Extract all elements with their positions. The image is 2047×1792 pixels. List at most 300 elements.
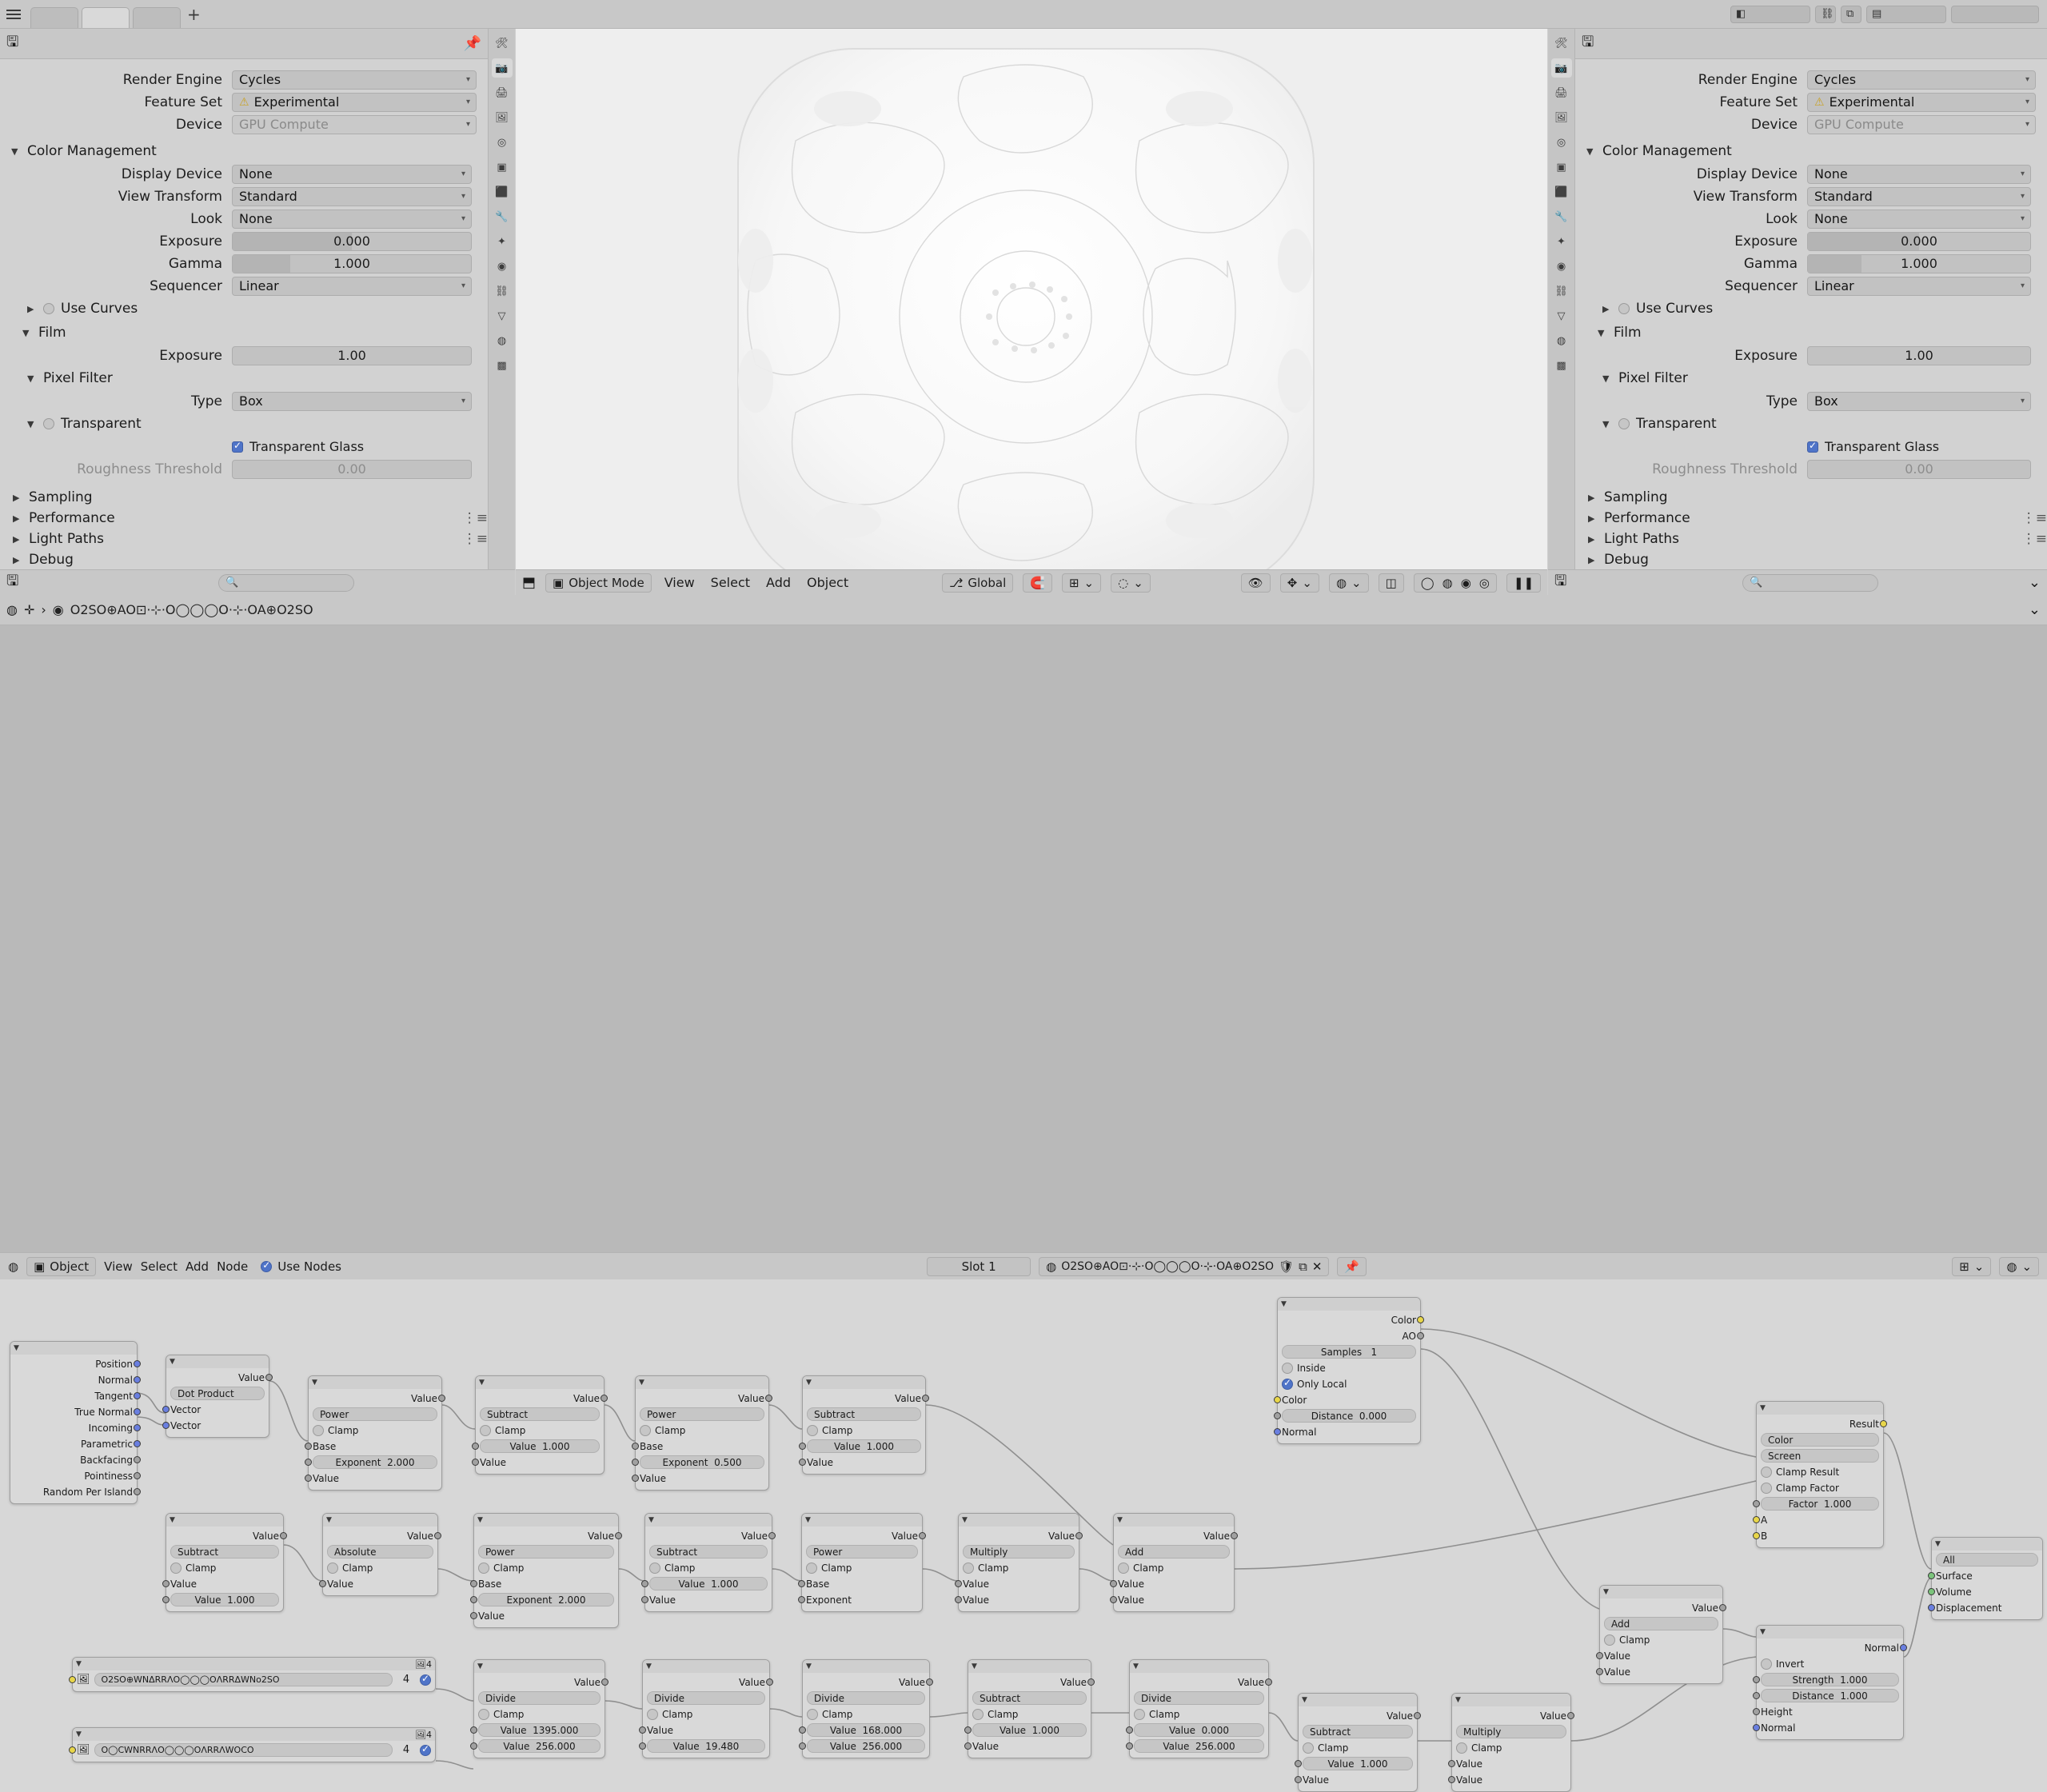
node-header[interactable] — [73, 1658, 435, 1670]
socket-out[interactable] — [280, 1532, 287, 1539]
tab-modifiers[interactable]: 🔧 — [495, 210, 509, 223]
light-paths-section-right[interactable] — [1575, 529, 2047, 549]
menu-add-node[interactable]: Add — [186, 1259, 209, 1274]
input-value-b[interactable]: Value 256.000 — [807, 1739, 925, 1753]
tab-render-right[interactable]: 📷 — [1551, 58, 1572, 78]
editor-type-selector-viewport[interactable]: ⬒ — [522, 574, 537, 591]
socket-in[interactable] — [1753, 1676, 1760, 1683]
tab-output-right[interactable]: 🖨 — [1554, 86, 1568, 99]
tab-particles-right[interactable]: ✦ — [1557, 235, 1566, 248]
input-value-b[interactable]: Value 1.000 — [170, 1593, 279, 1606]
interaction-mode-dropdown[interactable]: ▣ Object Mode — [545, 573, 652, 593]
socket-in[interactable] — [305, 1459, 312, 1466]
add-breadcrumb-icon[interactable]: ✛ — [23, 602, 35, 617]
node-math-subtract-6[interactable] — [1298, 1693, 1418, 1792]
socket-in[interactable] — [799, 1726, 806, 1734]
tab-world-right[interactable]: ▣ — [1556, 161, 1566, 174]
film-exposure-slider[interactable]: 1.00 — [232, 346, 472, 365]
clamp-checkbox[interactable]: Clamp — [1134, 1707, 1264, 1721]
operation-dropdown[interactable]: Multiply — [1456, 1725, 1566, 1738]
checkbox[interactable] — [478, 1563, 489, 1574]
operation-dropdown[interactable]: Subtract — [170, 1545, 279, 1559]
properties-filter-icon[interactable]: ⌄ — [2028, 574, 2041, 591]
sampling-section-right[interactable] — [1575, 487, 2047, 508]
scene-selector[interactable] — [1730, 6, 1810, 23]
tab-output[interactable]: 🖨 — [495, 86, 509, 99]
transparent-checkbox-right[interactable] — [1618, 418, 1630, 429]
clamp-checkbox[interactable]: Clamp — [806, 1561, 918, 1574]
exposure-slider[interactable]: 0.000 — [232, 232, 472, 251]
socket-out[interactable] — [919, 1532, 926, 1539]
socket-in[interactable] — [1274, 1412, 1281, 1419]
pin-id-icon[interactable]: 📌 — [463, 35, 481, 52]
socket-in[interactable] — [1928, 1604, 1935, 1611]
image-users-count[interactable]: 4 — [402, 1674, 410, 1686]
socket-out[interactable] — [615, 1532, 622, 1539]
tab-texture[interactable]: ▩ — [497, 359, 507, 372]
device-dropdown-right[interactable]: GPU Compute ▾ — [1807, 115, 2036, 134]
socket-in[interactable] — [639, 1726, 646, 1734]
use-curves-row[interactable] — [0, 298, 488, 319]
socket-in[interactable] — [964, 1726, 972, 1734]
snap-options[interactable]: ⊞ ⌄ — [1062, 573, 1101, 593]
checkbox[interactable] — [480, 1425, 491, 1436]
xray-toggle[interactable] — [1379, 573, 1404, 593]
workspace-tab-2[interactable] — [82, 7, 130, 28]
checkbox[interactable] — [647, 1709, 658, 1720]
checkbox[interactable] — [1303, 1742, 1314, 1754]
inside-checkbox[interactable]: Inside — [1282, 1361, 1416, 1375]
feature-set-dropdown[interactable]: ⚠ Experimental ▾ — [232, 93, 477, 112]
workspace-tab-1[interactable] — [30, 7, 78, 28]
image-datablock-row[interactable] — [77, 1743, 431, 1757]
gamma-slider[interactable]: 1.000 — [232, 254, 472, 273]
view-transform-dropdown[interactable]: Standard ▾ — [232, 187, 472, 206]
socket-in[interactable] — [1753, 1724, 1760, 1731]
tab-scene-right[interactable]: ◎ — [1556, 136, 1566, 149]
input-value-b[interactable]: Value 256.000 — [1134, 1739, 1264, 1753]
node-header[interactable] — [1757, 1626, 1903, 1638]
operation-dropdown[interactable]: Divide — [647, 1691, 765, 1705]
socket-in[interactable] — [1753, 1708, 1760, 1715]
menu-object[interactable]: Object — [807, 575, 849, 590]
clamp-checkbox[interactable]: Clamp — [972, 1707, 1087, 1721]
clamp-checkbox[interactable]: Clamp — [1118, 1561, 1230, 1574]
editor-type-icon-right[interactable]: 🖫 — [1582, 33, 1594, 50]
tab-view-layer[interactable]: 🖼 — [495, 111, 509, 124]
clamp-result-checkbox[interactable]: Clamp Result — [1761, 1465, 1879, 1479]
image-datablock-row[interactable] — [77, 1673, 431, 1686]
target-dropdown[interactable]: All — [1936, 1553, 2038, 1567]
tab-tool[interactable]: 🛠 — [495, 37, 509, 50]
tab-constraints[interactable]: ⛓ — [495, 285, 509, 297]
socket-in[interactable] — [964, 1742, 972, 1750]
socket-in[interactable] — [1126, 1726, 1133, 1734]
socket-in[interactable] — [632, 1443, 639, 1450]
node-header[interactable] — [802, 1514, 922, 1527]
node-math-multiply-1[interactable] — [958, 1513, 1079, 1612]
roughness-threshold-slider[interactable]: 0.00 — [232, 460, 472, 479]
socket-out[interactable] — [1417, 1316, 1424, 1323]
snap-toggle[interactable] — [1023, 573, 1052, 593]
shading-mode-group[interactable] — [1414, 573, 1497, 593]
operation-dropdown[interactable]: Subtract — [480, 1407, 600, 1421]
node-header[interactable] — [636, 1376, 768, 1389]
display-device-dropdown[interactable]: None ▾ — [232, 165, 472, 184]
socket-in[interactable] — [799, 1443, 806, 1450]
checkbox[interactable] — [963, 1563, 974, 1574]
performance-section[interactable] — [0, 508, 488, 529]
node-header[interactable] — [1452, 1694, 1570, 1706]
node-image-texture-1[interactable] — [72, 1657, 436, 1692]
tab-material[interactable]: ◍ — [497, 334, 507, 347]
viewport-3d[interactable] — [516, 29, 1547, 595]
tab-particles[interactable]: ✦ — [497, 235, 506, 248]
socket-out[interactable] — [1719, 1604, 1726, 1611]
node-header[interactable] — [1278, 1298, 1420, 1311]
pause-render-button[interactable] — [1506, 573, 1541, 593]
transform-orientation-dropdown[interactable]: ⎇ Global — [942, 573, 1013, 593]
socket-in[interactable] — [162, 1406, 170, 1413]
gamma-slider-right[interactable]: 1.000 — [1807, 254, 2031, 273]
socket-out[interactable] — [926, 1678, 933, 1686]
node-math-subtract-1[interactable] — [475, 1375, 605, 1475]
node-header[interactable] — [1114, 1514, 1234, 1527]
render-engine-dropdown[interactable]: Cycles ▾ — [232, 70, 477, 90]
clamp-checkbox[interactable]: Clamp — [478, 1561, 614, 1574]
checkbox[interactable] — [1282, 1379, 1293, 1390]
tab-tool-right[interactable]: 🛠 — [1554, 37, 1568, 50]
input-value-a[interactable]: Value 1.000 — [480, 1439, 600, 1453]
node-header[interactable] — [166, 1355, 269, 1368]
node-math-subtract-3[interactable] — [166, 1513, 284, 1612]
light-paths-section[interactable] — [0, 529, 488, 549]
only-local-checkbox[interactable]: ✓ Only Local — [1282, 1377, 1416, 1391]
hamburger-icon[interactable] — [0, 1, 27, 28]
tab-texture-right[interactable]: ▩ — [1556, 359, 1566, 372]
search-input[interactable] — [218, 574, 354, 592]
checkbox[interactable] — [170, 1563, 182, 1574]
visibility-toggle[interactable] — [1241, 573, 1271, 593]
socket-in[interactable] — [641, 1580, 648, 1587]
socket-in[interactable] — [1274, 1428, 1281, 1435]
clamp-checkbox[interactable]: Clamp — [1303, 1741, 1413, 1754]
transparent-section[interactable] — [0, 413, 488, 434]
operation-dropdown[interactable]: Dot Product — [170, 1387, 265, 1400]
node-header[interactable] — [323, 1514, 437, 1527]
socket-in[interactable] — [69, 1746, 76, 1754]
socket-out[interactable] — [1880, 1420, 1887, 1427]
proportional-editing-toggle[interactable]: ◌ ⌄ — [1111, 573, 1151, 593]
socket-in[interactable] — [1448, 1760, 1455, 1767]
node-header[interactable] — [1757, 1402, 1883, 1415]
tab-physics-right[interactable]: ◉ — [1556, 260, 1566, 273]
clamp-factor-checkbox[interactable]: Clamp Factor — [1761, 1481, 1879, 1495]
clamp-checkbox[interactable]: Clamp — [807, 1707, 925, 1721]
socket-in[interactable] — [1110, 1596, 1117, 1603]
node-header[interactable] — [968, 1660, 1091, 1673]
shading-material-icon[interactable]: ◉ — [1460, 575, 1471, 590]
socket-out[interactable] — [601, 1678, 609, 1686]
node-math-absolute[interactable] — [322, 1513, 438, 1596]
socket-out[interactable] — [1900, 1644, 1907, 1651]
socket-out[interactable] — [134, 1360, 141, 1367]
checkbox[interactable] — [478, 1709, 489, 1720]
clamp-checkbox[interactable]: Clamp — [478, 1707, 601, 1721]
node-math-add-1[interactable] — [1113, 1513, 1235, 1612]
node-header[interactable] — [1600, 1586, 1722, 1598]
checkbox[interactable] — [1118, 1563, 1129, 1574]
node-math-subtract-5[interactable] — [968, 1659, 1091, 1758]
look-dropdown-right[interactable]: None ▾ — [1807, 210, 2031, 229]
clamp-checkbox[interactable]: Clamp — [1604, 1633, 1718, 1646]
tab-object[interactable]: ⬛ — [495, 186, 509, 198]
node-math-power-4[interactable] — [801, 1513, 923, 1612]
copy-scene-button[interactable]: ⧉ — [1841, 6, 1861, 23]
clamp-checkbox[interactable]: Clamp — [649, 1561, 768, 1574]
clamp-checkbox[interactable]: Clamp — [327, 1561, 433, 1574]
checkbox[interactable] — [807, 1425, 818, 1436]
node-math-subtract-2[interactable] — [802, 1375, 926, 1475]
socket-out[interactable] — [922, 1395, 929, 1402]
socket-out[interactable] — [766, 1678, 773, 1686]
film-exposure-slider-right[interactable]: 1.00 — [1807, 346, 2031, 365]
socket-out[interactable] — [265, 1374, 273, 1381]
input-value-b[interactable]: Value 256.000 — [478, 1739, 601, 1753]
socket-in[interactable] — [472, 1443, 479, 1450]
socket-out[interactable] — [134, 1440, 141, 1447]
node-image-texture-2[interactable] — [72, 1727, 436, 1762]
view-transform-dropdown-right[interactable]: Standard ▾ — [1807, 187, 2031, 206]
view-layer-selector[interactable] — [1866, 6, 1946, 23]
clamp-checkbox[interactable]: Clamp — [170, 1561, 279, 1574]
sequencer-dropdown-right[interactable]: Linear ▾ — [1807, 277, 2031, 296]
menu-select[interactable]: Select — [710, 575, 751, 590]
tab-constraints-right[interactable]: ⛓ — [1554, 285, 1568, 297]
overlay-options-node[interactable]: ◍ ⌄ — [1999, 1257, 2039, 1276]
socket-in[interactable] — [1928, 1588, 1935, 1595]
node-header[interactable] — [10, 1342, 137, 1355]
light-paths-menu-icon-right[interactable]: ⋮≡ — [2021, 531, 2047, 547]
node-editor-options-icon[interactable]: ⌄ — [2028, 601, 2041, 618]
socket-out[interactable] — [134, 1424, 141, 1431]
roughness-threshold-slider-right[interactable]: 0.00 — [1807, 460, 2031, 479]
tab-physics[interactable]: ◉ — [497, 260, 507, 273]
socket-in[interactable] — [470, 1742, 477, 1750]
checkbox[interactable] — [1604, 1634, 1615, 1646]
checkbox[interactable] — [1761, 1483, 1772, 1494]
socket-out[interactable] — [1567, 1712, 1574, 1719]
performance-menu-icon-right[interactable]: ⋮≡ — [2021, 510, 2047, 526]
checkbox[interactable] — [327, 1563, 338, 1574]
pixel-filter-section[interactable] — [0, 368, 488, 389]
operation-dropdown[interactable]: Power — [806, 1545, 918, 1559]
editor-type-selector[interactable]: 🖫 — [6, 572, 19, 589]
clamp-checkbox[interactable]: Clamp — [313, 1423, 437, 1437]
node-math-divide-3[interactable] — [802, 1659, 930, 1758]
socket-out[interactable] — [434, 1532, 441, 1539]
use-curves-checkbox[interactable] — [43, 303, 54, 314]
socket-out[interactable] — [765, 1395, 772, 1402]
menu-node[interactable]: Node — [217, 1259, 249, 1274]
input-value-a[interactable]: Value 1.000 — [972, 1723, 1087, 1737]
view-layer-name-field[interactable] — [1951, 6, 2039, 23]
node-header[interactable] — [166, 1514, 283, 1527]
film-section-right[interactable] — [1575, 322, 2047, 343]
sampling-section[interactable] — [0, 487, 488, 508]
look-dropdown[interactable]: None ▾ — [232, 210, 472, 229]
socket-in[interactable] — [639, 1742, 646, 1750]
pixel-filter-section-right[interactable] — [1575, 368, 2047, 389]
operation-dropdown[interactable]: Divide — [1134, 1691, 1264, 1705]
node-math-multiply-2[interactable] — [1451, 1693, 1571, 1792]
checkbox[interactable] — [806, 1563, 817, 1574]
node-header[interactable] — [803, 1660, 929, 1673]
clamp-checkbox[interactable]: Clamp — [963, 1561, 1075, 1574]
use-nodes-toggle[interactable]: ✓ Use Nodes — [261, 1259, 341, 1274]
socket-in[interactable] — [470, 1596, 477, 1603]
menu-view-node[interactable]: View — [104, 1259, 133, 1274]
socket-in[interactable] — [162, 1422, 170, 1429]
operation-dropdown[interactable]: Subtract — [972, 1691, 1087, 1705]
feature-set-dropdown-right[interactable]: ⚠ Experimental ▾ — [1807, 93, 2036, 112]
input-exponent[interactable]: Exponent 0.500 — [640, 1455, 764, 1469]
shading-wireframe-icon[interactable]: ◯ — [1420, 575, 1434, 590]
socket-in[interactable] — [1596, 1668, 1603, 1675]
socket-in[interactable] — [799, 1742, 806, 1750]
node-geometry[interactable] — [10, 1341, 138, 1504]
operation-dropdown[interactable]: Power — [640, 1407, 764, 1421]
node-math-add-2[interactable] — [1599, 1585, 1723, 1684]
search-input-right[interactable] — [1742, 574, 1878, 592]
socket-in[interactable] — [641, 1596, 648, 1603]
socket-out[interactable] — [438, 1395, 445, 1402]
input-distance[interactable]: Distance 1.000 — [1761, 1689, 1899, 1702]
node-header[interactable] — [476, 1376, 604, 1389]
socket-out[interactable] — [1265, 1678, 1272, 1686]
socket-out[interactable] — [1231, 1532, 1238, 1539]
input-exponent[interactable]: Exponent 2.000 — [478, 1593, 614, 1606]
node-math-subtract-4[interactable] — [644, 1513, 772, 1612]
tab-render[interactable]: 📷 — [492, 58, 513, 78]
light-paths-menu-icon[interactable]: ⋮≡ — [462, 531, 488, 547]
node-material-output[interactable] — [1931, 1537, 2043, 1620]
socket-in[interactable] — [1753, 1692, 1760, 1699]
add-workspace-button[interactable]: + — [187, 4, 201, 24]
checkbox[interactable] — [1134, 1709, 1145, 1720]
overlay-toggle[interactable]: ◍ ⌄ — [1329, 573, 1369, 593]
socket-in[interactable] — [1295, 1760, 1302, 1767]
socket-in[interactable] — [1295, 1776, 1302, 1783]
menu-add[interactable]: Add — [766, 575, 792, 590]
input-value-b[interactable]: Value 19.480 — [647, 1739, 765, 1753]
socket-out[interactable] — [1075, 1532, 1083, 1539]
color-management-section-right[interactable] — [1575, 141, 2047, 162]
node-bump[interactable] — [1756, 1625, 1904, 1740]
checkbox[interactable] — [807, 1709, 818, 1720]
operation-dropdown[interactable]: Divide — [807, 1691, 925, 1705]
tab-data[interactable]: ▽ — [497, 309, 506, 322]
fake-user-toggle[interactable] — [420, 1745, 431, 1756]
checkbox[interactable] — [1282, 1363, 1293, 1374]
material-datablock-field[interactable]: ◍ O2SO⊕AO⊡·⊹·O◯◯◯O·⊹·OA⊕O2SO 🛡 ⧉ ✕ — [1039, 1257, 1329, 1276]
socket-in[interactable] — [955, 1596, 962, 1603]
socket-in[interactable] — [1110, 1580, 1117, 1587]
node-mix-rgb-screen[interactable] — [1756, 1401, 1884, 1548]
menu-view[interactable]: View — [664, 575, 695, 590]
operation-dropdown[interactable]: Subtract — [807, 1407, 921, 1421]
clamp-checkbox[interactable]: Clamp — [640, 1423, 764, 1437]
socket-in[interactable] — [305, 1443, 312, 1450]
transparent-checkbox[interactable] — [43, 418, 54, 429]
tab-data-right[interactable]: ▽ — [1557, 309, 1566, 322]
socket-in[interactable] — [1448, 1776, 1455, 1783]
socket-out[interactable] — [134, 1392, 141, 1399]
editor-type-selector-right[interactable]: 🖫 — [1554, 572, 1567, 589]
image-users-count[interactable]: 4 — [402, 1744, 410, 1756]
checkbox[interactable] — [972, 1709, 984, 1720]
input-value-a[interactable]: Value 0.000 — [1134, 1723, 1264, 1737]
tab-scene[interactable]: ◎ — [497, 136, 507, 149]
operation-dropdown[interactable]: Add — [1604, 1617, 1718, 1630]
clamp-checkbox[interactable]: Clamp — [480, 1423, 600, 1437]
operation-dropdown[interactable]: Absolute — [327, 1545, 433, 1559]
node-header[interactable] — [645, 1514, 772, 1527]
checkbox[interactable] — [261, 1261, 272, 1272]
node-header[interactable] — [474, 1514, 618, 1527]
node-math-power-3[interactable] — [473, 1513, 619, 1628]
data-type-dropdown[interactable]: Color — [1761, 1433, 1879, 1447]
transparent-glass-checkbox-right[interactable] — [1807, 441, 1818, 453]
socket-in[interactable] — [632, 1475, 639, 1482]
performance-menu-icon[interactable]: ⋮≡ — [462, 510, 488, 526]
transparent-glass-checkbox[interactable] — [232, 441, 243, 453]
pixel-filter-type-dropdown-right[interactable]: Box ▾ — [1807, 392, 2031, 411]
tab-material-right[interactable]: ◍ — [1556, 334, 1566, 347]
input-strength[interactable]: Strength 1.000 — [1761, 1673, 1899, 1686]
tab-modifiers-right[interactable]: 🔧 — [1554, 210, 1568, 223]
socket-out[interactable] — [134, 1456, 141, 1463]
color-management-section[interactable] — [0, 141, 488, 162]
node-header[interactable] — [643, 1660, 769, 1673]
socket-in[interactable] — [470, 1612, 477, 1619]
socket-in[interactable] — [632, 1459, 639, 1466]
workspace-tab-3[interactable] — [133, 7, 181, 28]
socket-in[interactable] — [799, 1459, 806, 1466]
node-header[interactable] — [1130, 1660, 1268, 1673]
checkbox[interactable] — [313, 1425, 324, 1436]
new-material-icon[interactable]: ⧉ — [1299, 1259, 1307, 1274]
input-value-a[interactable]: Value 168.000 — [807, 1723, 925, 1737]
editor-type-icon[interactable]: 🖫 — [6, 33, 19, 50]
performance-section-right[interactable] — [1575, 508, 2047, 529]
node-ambient-occlusion[interactable] — [1277, 1297, 1421, 1444]
socket-in[interactable] — [162, 1580, 170, 1587]
operation-dropdown[interactable]: Subtract — [1303, 1725, 1413, 1738]
input-factor[interactable]: Factor 1.000 — [1761, 1497, 1879, 1511]
socket-out[interactable] — [601, 1395, 608, 1402]
film-section[interactable] — [0, 322, 488, 343]
input-value-a[interactable]: Value 1395.000 — [478, 1723, 601, 1737]
device-dropdown[interactable]: GPU Compute ▾ — [232, 115, 477, 134]
socket-in[interactable] — [798, 1580, 805, 1587]
socket-in[interactable] — [472, 1459, 479, 1466]
pin-material-button[interactable] — [1337, 1257, 1367, 1276]
socket-out[interactable] — [1414, 1712, 1421, 1719]
socket-in[interactable] — [1274, 1396, 1281, 1403]
operation-dropdown[interactable]: Divide — [478, 1691, 601, 1705]
operation-dropdown[interactable]: Multiply — [963, 1545, 1075, 1559]
